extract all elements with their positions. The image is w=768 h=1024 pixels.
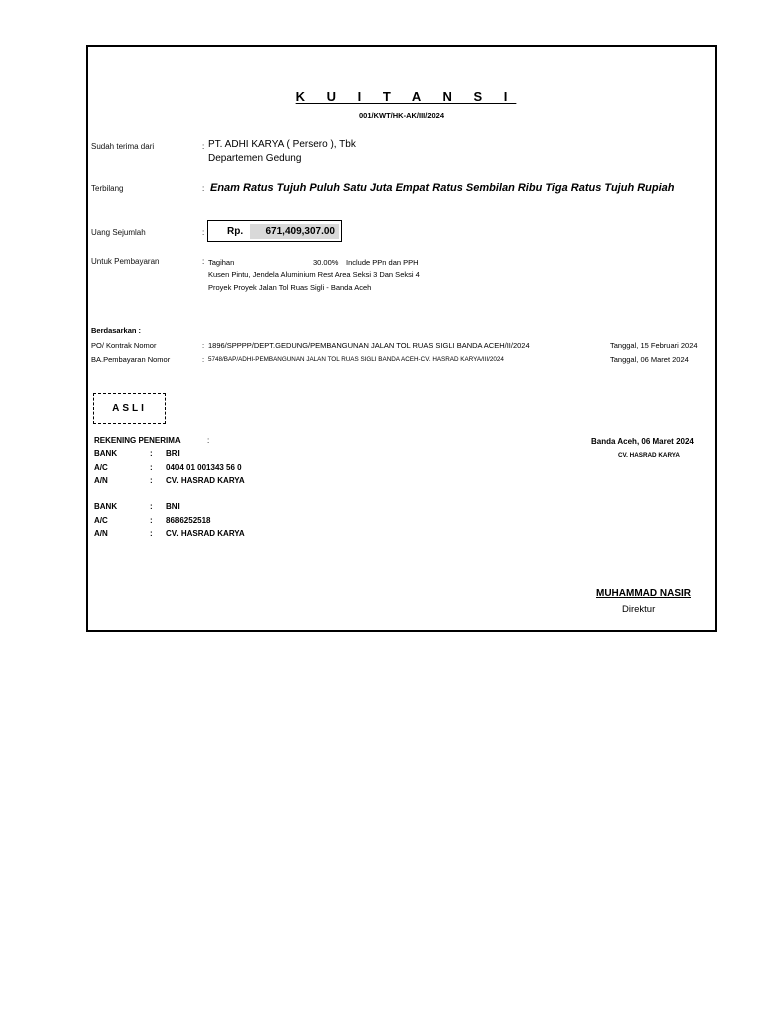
account-name-label: A/N: [94, 529, 108, 538]
place-date: Banda Aceh, 06 Maret 2024: [591, 437, 694, 446]
payer-department: Departemen Gedung: [208, 153, 302, 164]
bank-name: BNI: [166, 502, 180, 511]
original-stamp: ASLI: [93, 393, 166, 424]
ba-date: Tanggal, 06 Maret 2024: [610, 355, 689, 364]
ba-number: 5748/BAP/ADHI-PEMBANGUNAN JALAN TOL RUAS SIGLI BANDA ACEH-CV. HASRAD KARYA/III/2024: [208, 356, 504, 363]
bank-colon: :: [150, 502, 153, 511]
account-number: 0404 01 001343 56 0: [166, 463, 242, 472]
account-name-colon: :: [150, 529, 153, 538]
received-from-colon: :: [202, 142, 205, 151]
received-from-label: Sudah terima dari: [91, 142, 155, 151]
bank-colon: :: [150, 449, 153, 458]
billing-label: Tagihan: [208, 258, 235, 267]
signer-title: Direktur: [622, 604, 656, 615]
account-name-colon: :: [150, 476, 153, 485]
amount-box: [207, 220, 342, 242]
amount-in-words-colon: :: [202, 184, 205, 193]
amount-colon: :: [202, 228, 205, 237]
payer-company: PT. ADHI KARYA ( Persero ), Tbk: [208, 139, 356, 150]
recipient-heading: REKENING PENERIMA: [94, 436, 181, 445]
currency-label: Rp.: [227, 226, 244, 237]
account-number-label: A/C: [94, 463, 108, 472]
ba-colon: :: [202, 355, 205, 364]
po-number: 1896/SPPPP/DEPT.GEDUNG/PEMBANGUNAN JALAN TOL RUAS SIGLI BANDA ACEH/II/2024: [208, 341, 530, 350]
amount-in-words-label: Terbilang: [91, 184, 124, 193]
bank-label: BANK: [94, 502, 118, 511]
bank-name: BRI: [166, 449, 180, 458]
amount-value: 671,409,307.00: [250, 224, 339, 239]
payment-for-colon: :: [202, 257, 205, 266]
ba-label: BA.Pembayaran Nomor: [91, 355, 171, 364]
account-name-label: A/N: [94, 476, 108, 485]
payment-description: Kusen Pintu, Jendela Aluminium Rest Area Seksi 3 Dan Seksi 4: [208, 270, 420, 279]
receipt-title: K U I T A N S I: [295, 89, 517, 104]
issuer-company: CV. HASRAD KARYA: [618, 452, 680, 459]
po-label: PO/ Kontrak Nomor: [91, 341, 157, 350]
account-number-colon: :: [150, 463, 153, 472]
amount-in-words: Enam Ratus Tujuh Puluh Satu Juta Empat Ratus Sembilan Ribu Tiga Ratus Tujuh Rupiah: [210, 182, 675, 194]
recipient-colon: :: [207, 436, 210, 445]
basis-heading: Berdasarkan :: [91, 326, 142, 335]
account-number-colon: :: [150, 516, 153, 525]
account-name: CV. HASRAD KARYA: [166, 529, 245, 538]
account-name: CV. HASRAD KARYA: [166, 476, 245, 485]
po-date: Tanggal, 15 Februari 2024: [610, 341, 698, 350]
account-number-label: A/C: [94, 516, 108, 525]
receipt-frame: [86, 45, 717, 632]
account-number: 8686252518: [166, 516, 211, 525]
tax-note: Include PPn dan PPH: [346, 258, 419, 267]
project-description: Proyek Proyek Jalan Tol Ruas Sigli - Banda Aceh: [208, 283, 372, 292]
billing-percent: 30.00%: [313, 258, 339, 267]
document-number: 001/KWT/HK-AK/III/2024: [358, 111, 445, 120]
amount-label: Uang Sejumlah: [91, 228, 146, 237]
signer-name: MUHAMMAD NASIR: [596, 588, 691, 599]
bank-label: BANK: [94, 449, 118, 458]
payment-for-label: Untuk Pembayaran: [91, 257, 160, 266]
po-colon: :: [202, 341, 205, 350]
